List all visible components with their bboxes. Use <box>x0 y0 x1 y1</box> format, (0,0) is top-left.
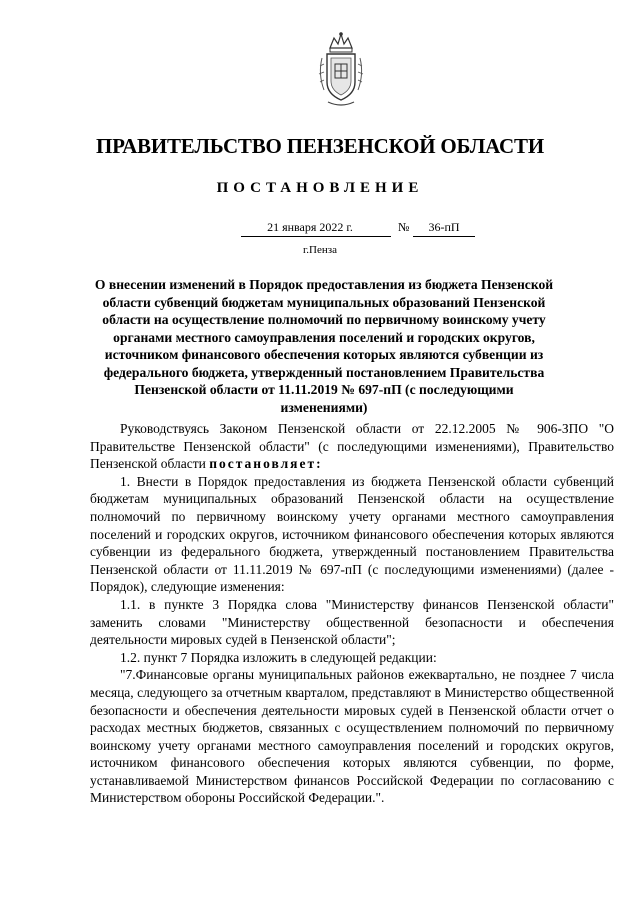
number-underline <box>413 236 475 237</box>
quoted-paragraph: "7.Финансовые органы муниципальных районов ежеквартально, не позднее 7 числа месяца, следующего за отчетным кварталом, представляют в Министерство общественной безопасности и обеспечения деятельности мировых судей в Пензенской области отчет о расходах местных бюджетов, связанных с осуществлением полномочий по первичному воинскому учету органами местного самоуправления поселений и городских округов, источником финансового обеспечения которых являются субвенции, по форме, устанавливаемой Министерством финансов Российской Федерации по согласованию с Министерством обороны Российской Федерации.". <box>90 667 614 806</box>
item-1-2: 1.2. пункт 7 Порядка изложить в следующей редакции: <box>120 649 437 665</box>
document-heading: О внесении изменений в Порядок предоставления из бюджета Пензенской области субвенций бюджетам муниципальных образований Пензенской области на осуществление полномочий по первичному воинскому учету органами местного самоуправления поселений и городских округов, источником финансового обеспечения которых являются субвенции из федерального бюджета, утвержденный постановлением Правительства Пензенской области от 11.11.2019 № 697-пП (с последующими изменениями) <box>94 277 554 415</box>
number-sign: № <box>398 220 410 234</box>
item-1-1: 1.1. в пункте 3 Порядка слова "Министерству финансов Пензенской области" заменить словами "Министерству общественной безопасности и обеспечения деятельности мировых судей в Пензенской области"; <box>90 596 614 648</box>
coat-of-arms-emblem <box>316 30 366 110</box>
date-number-row <box>0 220 640 238</box>
document-number: 36-пП <box>428 220 460 234</box>
preamble-paragraph <box>90 420 614 473</box>
date-underline <box>241 236 391 237</box>
document-body <box>90 420 614 807</box>
government-title: ПРАВИТЕЛЬСТВО ПЕНЗЕНСКОЙ ОБЛАСТИ <box>96 134 544 158</box>
decree-word: постановляет: <box>209 456 323 472</box>
item-1: 1. Внести в Порядок предоставления из бюджета Пензенской области субвенций бюджетам муниципальных образований Пензенской области на осуществление полномочий по первичному воинскому учету органами местного самоуправления поселений и городских округов, источником финансового обеспечения которых являются субвенции из федерального бюджета, утвержденный постановлением Правительства Пензенской области от 11.11.2019 № 697-пП (с последующими изменениями) (далее - Порядок), следующие изменения: <box>90 473 614 595</box>
preamble-text: Руководствуясь Законом Пензенской области от 22.12.2005 № 906-ЗПО "О Правительстве Пензенской области" (с последующими изменениями), Правительство Пензенской области <box>90 421 614 472</box>
document-date: 21 января 2022 г. <box>267 220 353 234</box>
document-type: ПОСТАНОВЛЕНИЕ <box>216 180 424 196</box>
city: г.Пенза <box>303 244 337 256</box>
